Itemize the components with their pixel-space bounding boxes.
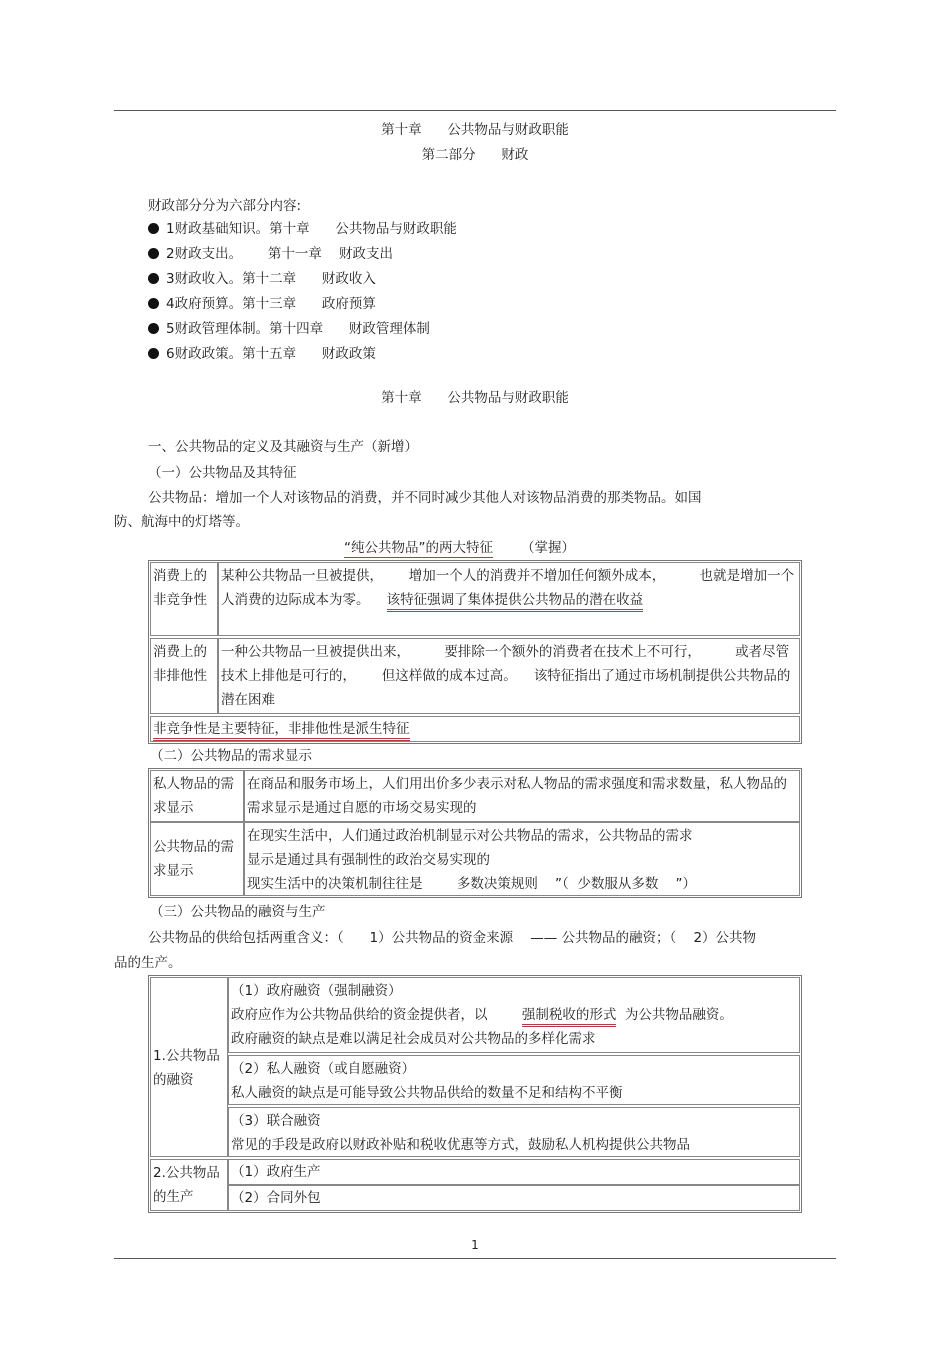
gov-production-cell: （1）政府生产 bbox=[228, 1159, 800, 1185]
definition-line-1: 公共物品：增加一个人对该物品的消费，并不同时减少其他人对该物品消费的那类物品。如国 bbox=[148, 490, 702, 506]
features-row1-label: 消费上的非竞争性 bbox=[150, 562, 218, 636]
intro-item-1: 1财政基础知识。第十章 公共物品与财政职能 bbox=[148, 219, 457, 239]
demand-row2-label: 公共物品的需求显示 bbox=[150, 822, 244, 896]
demand-row1-text: 在商品和服务市场上，人们用出价多少表示对私人物品的需求强度和需求数量，私人物品的需求显示是通过自愿的市场交易实现的 bbox=[244, 770, 800, 822]
bullet-icon bbox=[148, 348, 159, 359]
subheading-1: （一）公共物品及其特征 bbox=[148, 465, 297, 481]
heading-1: 一、公共物品的定义及其融资与生产（新增） bbox=[148, 439, 418, 455]
supply-line-2: 品的生产。 bbox=[114, 955, 182, 971]
private-financing-cell: （2）私人融资（或自愿融资） 私人融资的缺点是可能导致公共物品供给的数量不足和结构不平衡 bbox=[228, 1055, 800, 1105]
features-row3: 非竞争性是主要特征，非排他性是派生特征 bbox=[150, 716, 800, 742]
joint-financing-cell: （3）联合融资 常见的手段是政府以财政补贴和税收优惠等方式，鼓励私人机构提供公共物品 bbox=[228, 1107, 800, 1157]
intro-item-3: 3财政收入。第十二章 财政收入 bbox=[148, 269, 376, 289]
financing-group2-label: 2.公共物品的生产 bbox=[150, 1159, 228, 1211]
features-row2-label: 消费上的非排他性 bbox=[150, 638, 218, 714]
intro-item-5: 5财政管理体制。第十四章 财政管理体制 bbox=[148, 319, 430, 339]
intro-item-2: 2财政支出。 第十一章 财政支出 bbox=[148, 244, 393, 264]
definition-line-2: 防、航海中的灯塔等。 bbox=[114, 514, 249, 530]
demand-row2-text: 在现实生活中，人们通过政治机制显示对公共物品的需求，公共物品的需求 显示是通过具有强制性的政治交易实现的 现实生活中的决策机制往往是 多数决策规则 ”（ 少数服从多数 ”） bbox=[244, 822, 800, 896]
bottom-rule bbox=[114, 1258, 836, 1259]
contract-outsourcing-cell: （2）合同外包 bbox=[228, 1185, 800, 1211]
financing-group1-label: 1.公共物品的融资 bbox=[150, 977, 228, 1157]
section-chapter-title: 第十章 公共物品与财政职能 bbox=[381, 390, 569, 406]
bullet-icon bbox=[148, 323, 159, 334]
part-title: 第二部分 财政 bbox=[421, 147, 529, 163]
intro-item-6: 6财政政策。第十五章 财政政策 bbox=[148, 344, 376, 364]
page-number: 1 bbox=[471, 1238, 479, 1252]
features-row1-text: 某种公共物品一旦被提供， 增加一个人的消费并不增加任何额外成本， 也就是增加一个人消费的边际成本为零。 该特征强调了集体提供公共物品的潜在收益 bbox=[218, 562, 800, 636]
bullet-icon bbox=[148, 298, 159, 309]
features-row2-text: 一种公共物品一旦被提供出来， 要排除一个额外的消费者在技术上不可行， 或者尽管技术上排他是可行的， 但这样做的成本过高。 该特征指出了通过市场机制提供公共物品的潜在困难 bbox=[218, 638, 800, 714]
top-rule bbox=[114, 110, 836, 111]
supply-line-1: 公共物品的供给包括两重含义：（ 1）公共物品的资金来源 —— 公共物品的融资；（ 2）公共物 bbox=[148, 930, 757, 946]
bullet-icon bbox=[148, 273, 159, 284]
intro-lead: 财政部分分为六部分内容: bbox=[148, 198, 302, 214]
subheading-3: （三）公共物品的融资与生产 bbox=[150, 904, 326, 920]
demand-row1-label: 私人物品的需求显示 bbox=[150, 770, 244, 822]
table1-caption: “纯公共物品”的两大特征 （掌握） bbox=[344, 540, 575, 556]
gov-financing-cell: （1）政府融资（强制融资） 政府应作为公共物品供给的资金提供者，以 强制税收的形式 为公共物品融资。 政府融资的缺点是难以满足社会成员对公共物品的多样化需求 bbox=[228, 977, 800, 1053]
bullet-icon bbox=[148, 248, 159, 259]
intro-item-4: 4政府预算。第十三章 政府预算 bbox=[148, 294, 376, 314]
subheading-2: （二）公共物品的需求显示 bbox=[150, 748, 312, 764]
bullet-icon bbox=[148, 223, 159, 234]
chapter-title: 第十章 公共物品与财政职能 bbox=[381, 122, 569, 138]
